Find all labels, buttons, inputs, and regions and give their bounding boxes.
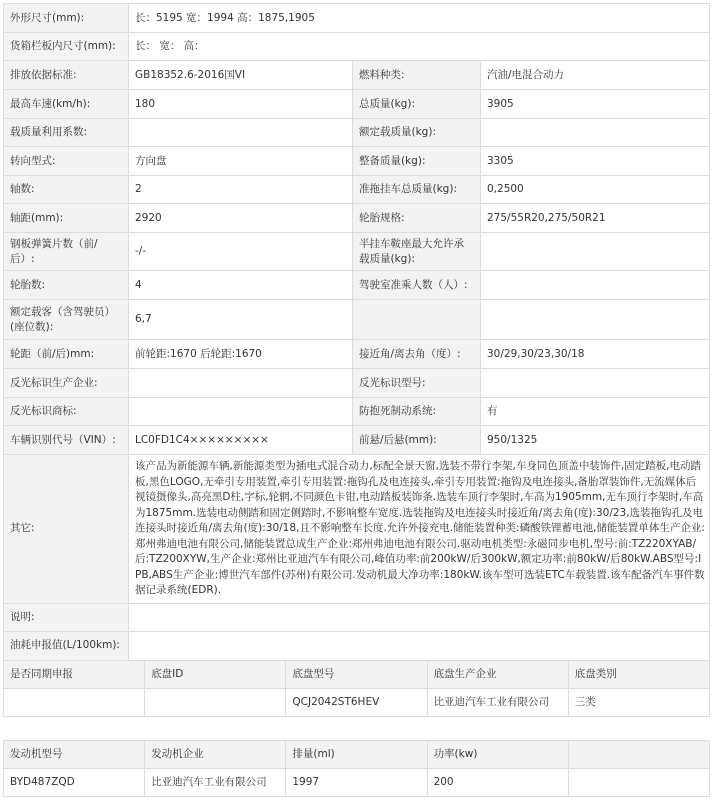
spec-value: GB18352.6-2016国VI xyxy=(129,61,353,90)
chassis-cell: 三类 xyxy=(568,689,709,717)
spec-row xyxy=(4,61,710,90)
spec-label: 整备质量(kg): xyxy=(353,147,481,176)
spec-description: 该产品为新能源车辆,新能源类型为插电式混合动力,标配全景天窗,选装不带行李架,车身同色顶盖中装饰件,固定踏板,电动踏板,黑色LOGO,无牵引专用装置,牵引专用装置:拖钩孔及电连接头,牵引专用装置:拖钩及电连接头,备胎罩装饰件,无流媒体后视镜摄像头,高亮黑D柱,字标,轮辋,不同颜色卡钳,电动踏板装饰条.选装车顶行李架时,车高为1905mm,无车顶行李架时,车高为1875mm.选装电动侧踏和固定侧踏时,不影响整车宽度.选装拖钩及电连接头时接近角/离去角(度):30/23,选装拖钩孔及电连接头时接近角/离去角(度):30/18,且不影响整车长度.允许外接充电.储能装置种类:磷酸铁锂蓄电池,储能装置单体生产企业:郑州弗迪电池有限公司,储能装置总成生产企业:郑州弗迪电池有限公司.驱动电机类型:永磁同步电机,型号:前:TZ220XYAB/后:TZ200XYW,生产企业:郑州比亚迪汽车有限公司,峰值功率:前200kW/后300kW,额定功率:前80kW/后80kW.ABS型号:IPB,ABS生产企业:博世汽车部件(苏州)有限公司.发动机最大净功率:180kW.该车型可选装ETC车载装置.该车配备汽车事件数据记录系统(EDR). xyxy=(129,455,710,604)
spec-value: 2 xyxy=(129,176,353,204)
spec-row xyxy=(4,603,710,631)
spec-row xyxy=(4,455,710,604)
spec-row xyxy=(4,204,710,233)
spec-label: 载质量利用系数: xyxy=(4,119,129,147)
spec-row xyxy=(4,147,710,176)
spec-value: 3905 xyxy=(481,90,710,119)
spec-value xyxy=(129,119,353,147)
spec-row xyxy=(4,176,710,204)
spec-value xyxy=(481,300,710,340)
engine-table xyxy=(3,740,710,797)
chassis-table xyxy=(3,660,710,717)
spec-value xyxy=(481,119,710,147)
spec-value: 180 xyxy=(129,90,353,119)
chassis-data-row xyxy=(4,689,710,717)
spec-label: 其它: xyxy=(4,455,129,604)
spec-label: 反光标识生产企业: xyxy=(4,369,129,398)
engine-cell: 200 xyxy=(427,769,568,797)
vehicle-spec-table xyxy=(3,3,710,661)
spec-label: 轮胎规格: xyxy=(353,204,481,233)
chassis-header-cell: 底盘ID xyxy=(145,661,286,689)
spec-value: 30/29,30/23,30/18 xyxy=(481,340,710,369)
spec-label: 半挂车鞍座最大允许承载质量(kg): xyxy=(353,233,481,271)
spec-label: 轮距（前/后)mm: xyxy=(4,340,129,369)
spec-label xyxy=(353,300,481,340)
engine-header-cell xyxy=(568,741,709,769)
spec-value xyxy=(481,369,710,398)
spec-value: 长： 宽： 高： xyxy=(129,33,710,61)
spec-label: 钢板弹簧片数（前/后）: xyxy=(4,233,129,271)
spec-value: 长：5195 宽：1994 高：1875,1905 xyxy=(129,4,710,33)
chassis-header-cell: 底盘型号 xyxy=(286,661,427,689)
chassis-header-cell: 是否同期申报 xyxy=(4,661,145,689)
spec-label: 转向型式: xyxy=(4,147,129,176)
spec-value: 方向盘 xyxy=(129,147,353,176)
chassis-header-row xyxy=(4,661,710,689)
spec-label: 油耗申报值(L/100km): xyxy=(4,631,129,660)
spec-label: 额定载质量(kg): xyxy=(353,119,481,147)
spec-row xyxy=(4,4,710,33)
spec-label: 说明: xyxy=(4,603,129,631)
spec-row xyxy=(4,398,710,426)
chassis-cell xyxy=(4,689,145,717)
spec-label: 货箱栏板内尺寸(mm): xyxy=(4,33,129,61)
spec-label: 最高车速(km/h): xyxy=(4,90,129,119)
spec-row xyxy=(4,33,710,61)
spec-label: 排放依据标准: xyxy=(4,61,129,90)
spec-row xyxy=(4,300,710,340)
spec-value: 0,2500 xyxy=(481,176,710,204)
chassis-header-cell: 底盘类别 xyxy=(568,661,709,689)
spec-row xyxy=(4,340,710,369)
spec-row xyxy=(4,90,710,119)
spec-value xyxy=(129,398,353,426)
spec-label: 驾驶室准乘人数（人）: xyxy=(353,271,481,300)
spec-value: 4 xyxy=(129,271,353,300)
spec-label: 外形尺寸(mm): xyxy=(4,4,129,33)
spec-value: 2920 xyxy=(129,204,353,233)
spec-value: -/- xyxy=(129,233,353,271)
engine-cell xyxy=(568,769,709,797)
spec-value xyxy=(129,631,710,660)
chassis-cell xyxy=(145,689,286,717)
spec-label: 反光标识商标: xyxy=(4,398,129,426)
spec-label: 前悬/后悬(mm): xyxy=(353,426,481,455)
spec-label: 接近角/离去角（度）: xyxy=(353,340,481,369)
spec-label: 轴数: xyxy=(4,176,129,204)
spec-value: 前轮距:1670 后轮距:1670 xyxy=(129,340,353,369)
engine-cell: BYD487ZQD xyxy=(4,769,145,797)
chassis-cell: 比亚迪汽车工业有限公司 xyxy=(427,689,568,717)
engine-cell: 1997 xyxy=(286,769,427,797)
engine-header-cell: 功率(kw) xyxy=(427,741,568,769)
spec-value: 3305 xyxy=(481,147,710,176)
engine-header-cell: 排量(ml) xyxy=(286,741,427,769)
spec-row xyxy=(4,631,710,660)
engine-cell: 比亚迪汽车工业有限公司 xyxy=(145,769,286,797)
spec-row xyxy=(4,119,710,147)
engine-data-row xyxy=(4,769,710,797)
spec-value: 6,7 xyxy=(129,300,353,340)
engine-header-row xyxy=(4,741,710,769)
spec-value xyxy=(129,369,353,398)
spec-value xyxy=(481,271,710,300)
spec-row xyxy=(4,233,710,271)
spec-label: 准拖挂车总质量(kg): xyxy=(353,176,481,204)
spec-label: 燃料种类: xyxy=(353,61,481,90)
spec-value: 有 xyxy=(481,398,710,426)
spec-value: 275/55R20,275/50R21 xyxy=(481,204,710,233)
spec-label: 轴距(mm): xyxy=(4,204,129,233)
chassis-header-cell: 底盘生产企业 xyxy=(427,661,568,689)
spec-row xyxy=(4,369,710,398)
spec-label: 轮胎数: xyxy=(4,271,129,300)
engine-header-cell: 发动机型号 xyxy=(4,741,145,769)
spec-row xyxy=(4,271,710,300)
spec-row xyxy=(4,426,710,455)
spec-value: 汽油/电混合动力 xyxy=(481,61,710,90)
spec-value xyxy=(129,603,710,631)
engine-header-cell: 发动机企业 xyxy=(145,741,286,769)
chassis-cell: QCJ2042ST6HEV xyxy=(286,689,427,717)
spec-label: 反光标识型号: xyxy=(353,369,481,398)
spec-label: 总质量(kg): xyxy=(353,90,481,119)
spec-value: LC0FD1C4××××××××× xyxy=(129,426,353,455)
spec-label: 车辆识别代号（VIN）: xyxy=(4,426,129,455)
spec-value: 950/1325 xyxy=(481,426,710,455)
spec-value xyxy=(481,233,710,271)
spec-label: 防抱死制动系统: xyxy=(353,398,481,426)
spec-label: 额定载客（含驾驶员）(座位数): xyxy=(4,300,129,340)
